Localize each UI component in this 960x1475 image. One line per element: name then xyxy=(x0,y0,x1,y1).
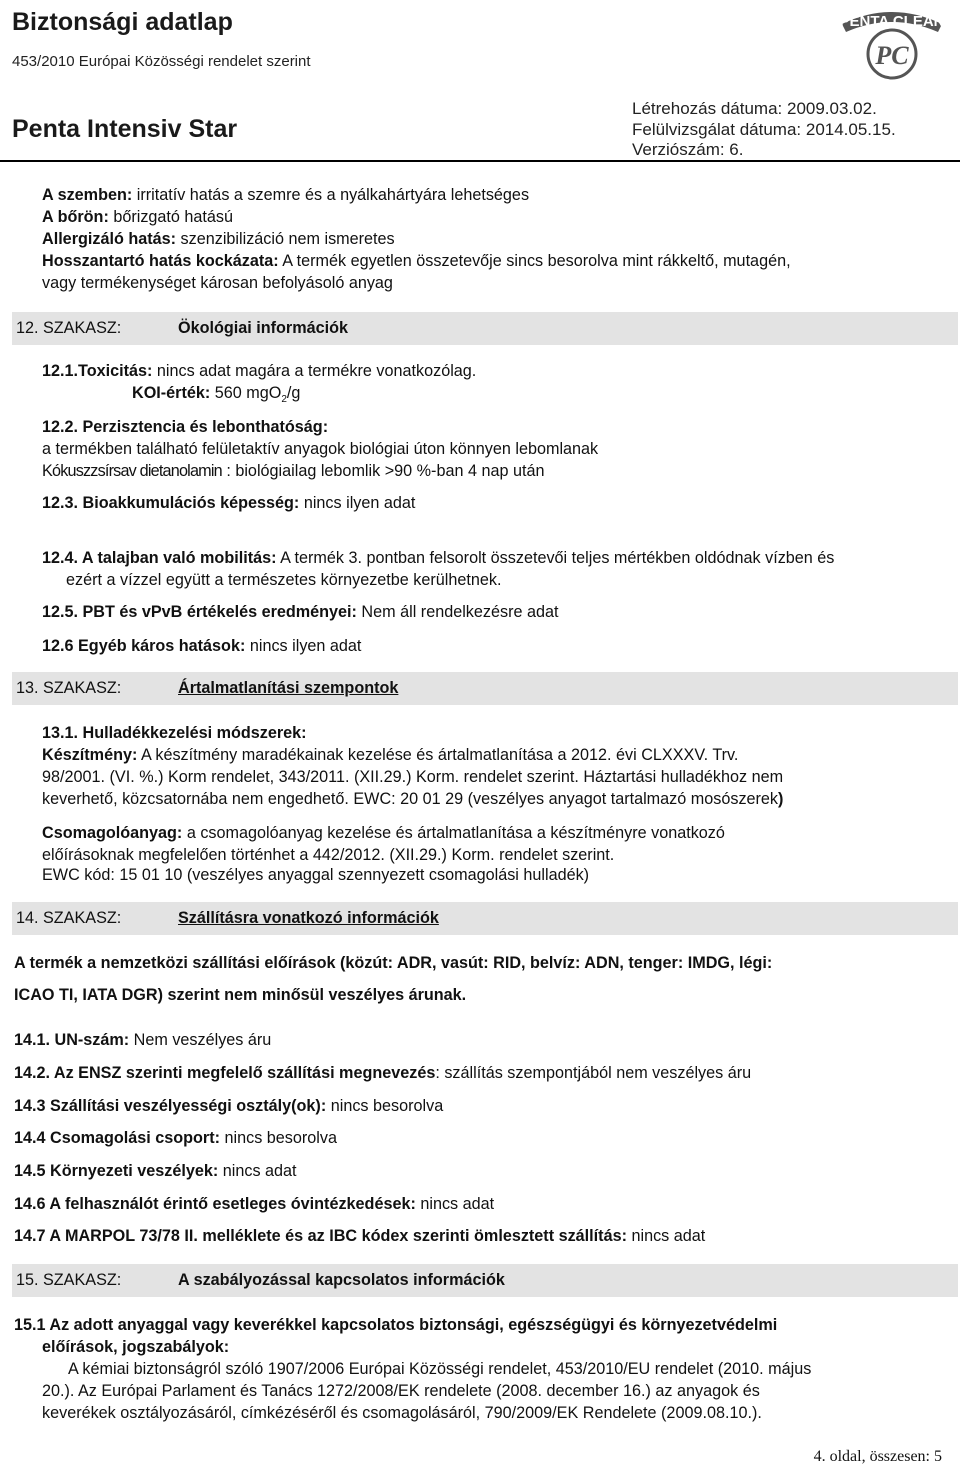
soil-mobility-line: 12.4. A talajban való mobilitás: A termék 3. pontban felsorolt összetevői teljes mértékben oldódnak vízben és xyxy=(42,549,835,567)
preparation-disposal-line: Készítmény: A készítmény maradékainak kezelése és ártalmatlanítása a 2012. évi CLXXXV. Trv. xyxy=(42,746,739,764)
preparation-disposal-line-3: keverhető, közcsatornába nem engedhető. EWC: 20 01 29 (veszélyes anyagot tartalmazó mosószerek) xyxy=(42,790,784,808)
header-divider xyxy=(0,160,960,162)
persistence-heading: 12.2. Perzisztencia és lebonthatóság: xyxy=(42,418,329,436)
soil-mobility-line-2: ezért a vízzel együtt a természetes környezetbe kerülhetnek. xyxy=(66,571,502,589)
skin-effect-line: A bőrön: bőrizgató hatású xyxy=(42,208,234,226)
page-number: 4. oldal, összesen: 5 xyxy=(813,1448,942,1465)
section-15-title: A szabályozással kapcsolatos információk xyxy=(178,1271,505,1289)
un-shipping-name-line: 14.2. Az ENSZ szerinti megfelelő szállítási megnevezés: szállítás szempontjából nem veszélyes áru xyxy=(14,1064,752,1082)
un-number-line: 14.1. UN-szám: Nem veszélyes áru xyxy=(14,1031,272,1049)
environmental-hazards-line: 14.5 Környezeti veszélyek: nincs adat xyxy=(14,1162,297,1180)
section-14-number: 14. SZAKASZ: xyxy=(16,909,122,927)
regulations-text-2: 20.). Az Európai Parlament és Tanács 1272/2008/EK rendelete (2008. december 16.) az anyagok és xyxy=(42,1382,760,1400)
section-15-number: 15. SZAKASZ: xyxy=(16,1271,122,1289)
section-14-title: Szállításra vonatkozó információk xyxy=(178,909,439,927)
regulations-heading-2: előírások, jogszabályok: xyxy=(42,1338,230,1356)
toxicity-line: 12.1.Toxicitás: nincs adat magára a termékre vonatkozólag. xyxy=(42,362,477,380)
bioaccumulation-line: 12.3. Bioakkumulációs képesség: nincs ilyen adat xyxy=(42,494,416,512)
section-13-number: 13. SZAKASZ: xyxy=(16,679,122,697)
section-12-number: 12. SZAKASZ: xyxy=(16,319,122,337)
hazard-class-line: 14.3 Szállítási veszélyességi osztály(ok): nincs besorolva xyxy=(14,1097,444,1115)
logo-wordmark: PENTA CLEAN xyxy=(839,13,945,30)
version-number: Verziószám: 6. xyxy=(632,140,744,159)
persistence-text: a termékben található felületaktív anyagok biológiai úton könnyen lebomlanak xyxy=(42,440,599,458)
product-name: Penta Intensiv Star xyxy=(12,115,238,143)
packing-group-line: 14.4 Csomagolási csoport: nincs besorolva xyxy=(14,1129,337,1147)
section-14-header xyxy=(12,902,958,935)
allergy-effect-line: Allergizáló hatás: szenzibilizáció nem ismeretes xyxy=(42,230,395,248)
chronic-effect-line-2: vagy termékenységet károsan befolyásoló anyag xyxy=(42,274,393,292)
section-13-title: Ártalmatlanítási szempontok xyxy=(178,679,399,697)
packaging-disposal-line: Csomagolóanyag: a csomagolóanyag kezelése és ártalmatlanítása a készítményre vonatkozó xyxy=(42,824,725,842)
penta-clean-logo xyxy=(838,2,946,82)
other-effects-line: 12.6 Egyéb káros hatások: nincs ilyen adat xyxy=(42,637,362,655)
preparation-disposal-line-2: 98/2001. (VI. %.) Korm rendelet, 343/2011. (XII.29.) Korm. rendelet szerint. Háztartási hulladékhoz nem xyxy=(42,768,784,786)
chronic-effect-line: Hosszantartó hatás kockázata: A termék egyetlen összetevője sincs besorolva mint rákkeltő, mutagén, xyxy=(42,252,791,270)
revision-date: Felülvizsgálat dátuma: 2014.05.15. xyxy=(632,120,896,139)
cod-value-line: KOI-érték: 560 mgO$_2$/g xyxy=(132,384,301,406)
waste-methods-heading: 13.1. Hulladékkezelési módszerek: xyxy=(42,724,307,742)
marpol-ibc-line: 14.7 A MARPOL 73/78 II. melléklete és az IBC kódex szerinti ömlesztett szállítás: nincs adat xyxy=(14,1227,706,1245)
section-12-title: Ökológiai információk xyxy=(178,319,349,337)
regulations-heading: 15.1 Az adott anyaggal vagy keverékkel kapcsolatos biztonsági, egészségügyi és környezetvédelmi xyxy=(14,1316,778,1334)
regulations-text: A kémiai biztonságról szóló 1907/2006 Európai Közösségi rendelet, 453/2010/EU rendelet (2010. május xyxy=(68,1360,812,1378)
transport-intro-2: ICAO TI, IATA DGR) szerint nem minősül veszélyes árunak. xyxy=(14,986,467,1004)
section-12-header xyxy=(12,312,958,345)
logo-monogram: PC xyxy=(875,41,909,70)
creation-date: Létrehozás dátuma: 2009.03.02. xyxy=(632,99,877,118)
user-precautions-line: 14.6 A felhasználót érintő esetleges óvintézkedések: nincs adat xyxy=(14,1195,495,1213)
regulation-subtitle: 453/2010 Európai Közösségi rendelet szerint xyxy=(12,53,311,70)
eyes-effect-line: A szemben: irritatív hatás a szemre és a nyálkahártyára lehetséges xyxy=(42,186,530,204)
regulations-text-3: keverékek osztályozásáról, címkézéséről és csomagolásáról, 790/2009/EK Rendelete (2009.08.10.). xyxy=(42,1404,762,1422)
pbt-vpvb-line: 12.5. PBT és vPvB értékelés eredményei: Nem áll rendelkezésre adat xyxy=(42,603,559,621)
surfactant-degradation-line: Kókuszzsírsav dietanolamin : biológiailag lebomlik >90 %-ban 4 nap után xyxy=(42,462,545,480)
transport-intro: A termék a nemzetközi szállítási előírások (közút: ADR, vasút: RID, belvíz: ADN, tenger: IMDG, légi: xyxy=(14,954,773,972)
section-13-header xyxy=(12,672,958,705)
packaging-disposal-line-2: előírásoknak megfelelően történhet a 442/2012. (XII.29.) Korm. rendelet szerint. xyxy=(42,846,615,864)
packaging-ewc-code: EWC kód: 15 01 10 (veszélyes anyaggal szennyezett csomagolási hulladék) xyxy=(42,866,590,884)
section-15-header xyxy=(12,1264,958,1297)
document-title: Biztonsági adatlap xyxy=(12,8,233,36)
